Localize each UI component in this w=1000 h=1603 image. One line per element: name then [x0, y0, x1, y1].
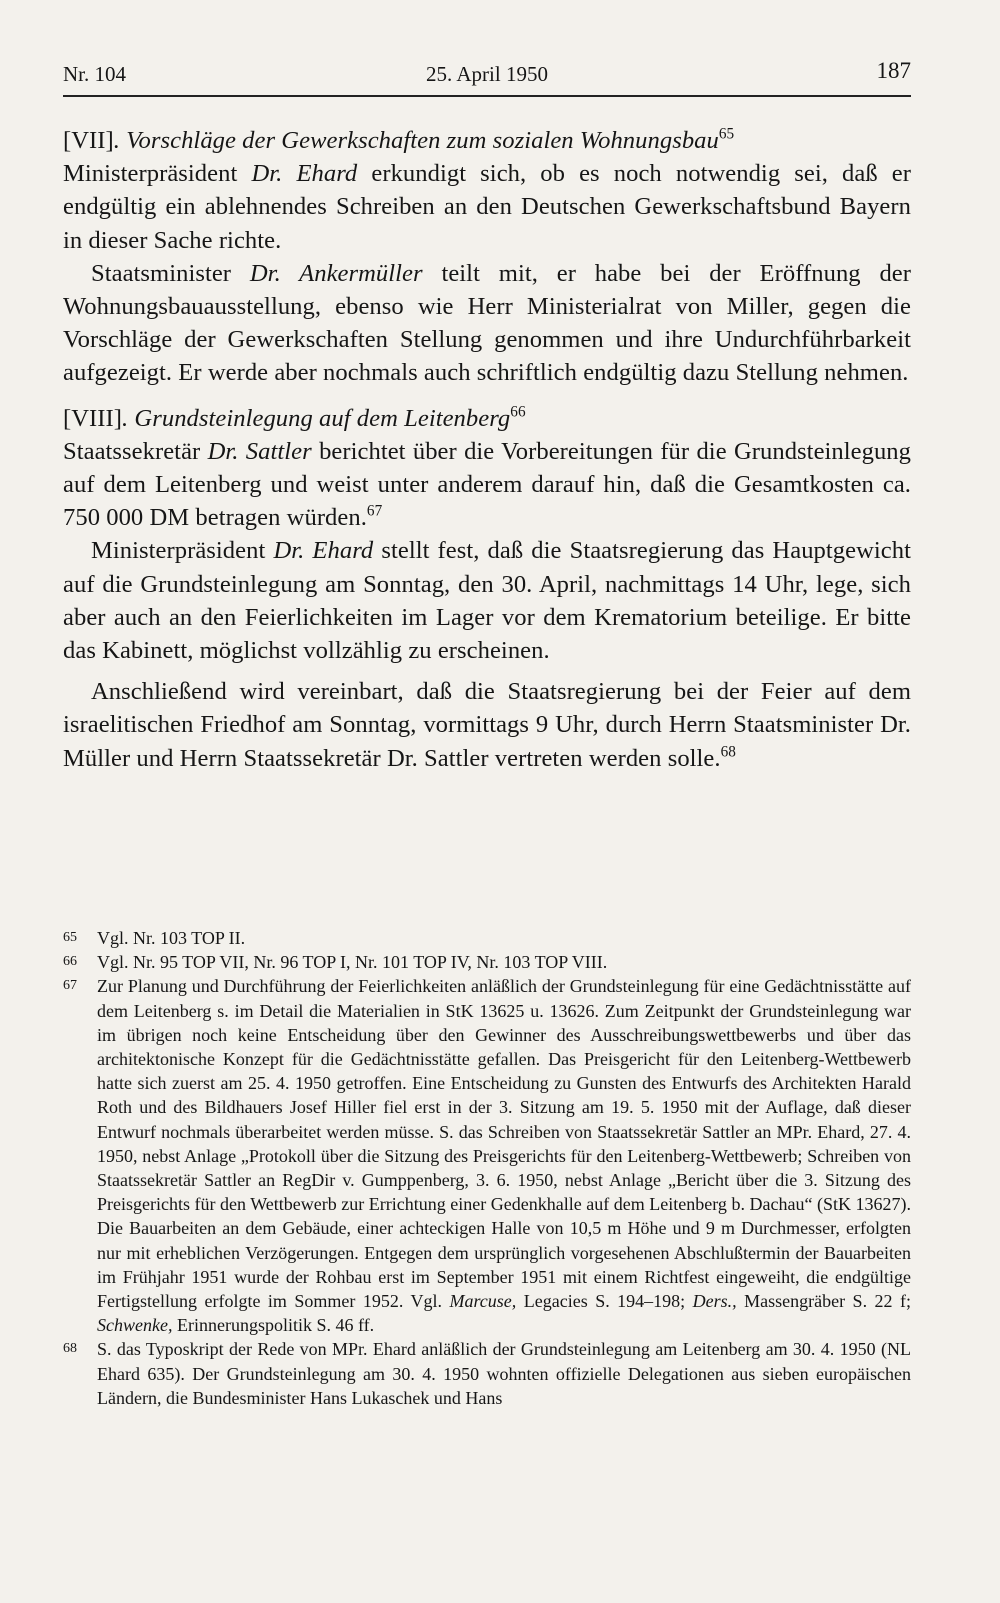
footnote-text: Legacies S. 194–198;	[516, 1291, 693, 1312]
person-name: Dr. Ankermüller	[249, 259, 423, 287]
page-number: 187	[876, 58, 911, 83]
spacer	[63, 390, 911, 402]
main-text	[63, 124, 911, 775]
footnotes	[63, 926, 911, 1410]
document-number: Nr. 104	[63, 62, 126, 86]
footnote-text: Erinnerungspolitik S. 46 ff.	[172, 1315, 375, 1336]
section-number: [VIII]	[63, 404, 123, 432]
header-rule	[63, 95, 911, 97]
paragraph	[63, 157, 911, 257]
section-number: [VII]	[63, 127, 114, 154]
paragraph-text: berichtet über die Vorbereitungen für die Grundsteinlegung auf dem Leitenberg und weist unter anderem darauf hin, daß die Gesamtkosten ca. 750 000 DM betragen würden.	[63, 437, 911, 532]
paragraph	[63, 534, 911, 667]
paragraph	[63, 675, 911, 775]
footnote-67	[63, 974, 911, 1337]
footnote-ref: 65	[718, 125, 735, 143]
paragraph-text: erkundigt sich, ob es noch notwendig sei, daß er endgültig ein ablehnendes Schreiben an den Deutschen Gewerkschaftsbund Bayern in dieser Sache richte.	[63, 160, 911, 254]
footnote-number: 67	[63, 978, 77, 994]
spacer	[63, 667, 911, 675]
section-heading-vii: [VII]. Vorschläge der Gewerkschaften zum sozialen Wohnungsbau$^{65}$	[63, 125, 735, 154]
footnote-text: Massengräber S. 22 f;	[736, 1291, 912, 1312]
header-date: 25. April 1950	[426, 62, 548, 86]
footnote-text: Vgl. Nr. 103 TOP II.	[97, 928, 246, 948]
page-header	[63, 58, 911, 92]
footnote-ref: 66	[510, 403, 526, 421]
paragraph-text: stellt fest, daß die Staatsregierung das Hauptgewicht auf die Grundsteinlegung am Sonntag, den 30. April, nachmittags 14 Uhr, lege, sich aber auch an den Feierlichkeiten im Lager vor dem Krematorium beteilige. Er bitte das Kabinett, möglichst vollzählig zu erscheinen.	[63, 537, 911, 665]
paragraph-text: teilt mit, er habe bei der Eröffnung der Wohnungsbauausstellung, ebenso wie Herr Ministerialrat von Miller, gegen die Vorschläge der Gewerkschaften Stellung genommen und ihre Undurchführbarkeit aufgezeigt. Er werde aber nochmals auch schriftlich endgültig dazu Stellung nehmen.	[63, 259, 912, 387]
footnote-number: 65	[63, 930, 77, 945]
paragraph	[63, 257, 911, 390]
paragraph-text: Staatsminister	[91, 259, 250, 287]
section-title: Grundsteinlegung auf dem Leitenberg	[134, 404, 511, 432]
person-name: Dr. Ehard	[251, 160, 358, 188]
section-title: Vorschläge der Gewerkschaften zum sozialen Wohnungsbau	[126, 127, 719, 154]
footnote-text: S. das Typoskript der Rede von MPr. Ehard anläßlich der Grundsteinlegung am Leitenberg am 30. 4. 1950 (NL Ehard 635). Der Grundsteinlegung am 30. 4. 1950 wohnten offizielle Delegationen aus sieben europäischen Ländern, die Bundesminister Hans Lukaschek und Hans	[97, 1339, 911, 1408]
paragraph	[63, 435, 911, 535]
person-name: Dr. Ehard	[273, 537, 374, 565]
section-heading-viii: [VIII]. Grundsteinlegung auf dem Leitenberg$^{66}$	[63, 403, 526, 432]
paragraph-text: Staatssekretär	[63, 437, 208, 465]
author-name: Ders.,	[692, 1291, 737, 1312]
footnote-number: 68	[63, 1341, 77, 1357]
paragraph-text: Ministerpräsident	[63, 160, 252, 188]
footnote-65	[63, 926, 911, 950]
footnote-number: 66	[63, 954, 77, 970]
paragraph-text: Ministerpräsident	[91, 537, 274, 565]
author-name: Marcuse,	[449, 1291, 517, 1312]
footnote-66	[63, 950, 911, 974]
author-name: Schwenke,	[97, 1315, 173, 1336]
footnote-text: Vgl. Nr. 95 TOP VII, Nr. 96 TOP I, Nr. 101 TOP IV, Nr. 103 TOP VIII.	[97, 952, 608, 973]
footnote-text: Zur Planung und Durchführung der Feierlichkeiten anläßlich der Grundsteinlegung für eine Gedächtnisstätte auf dem Leitenberg s. im Detail die Materialien in StK 13625 u. 13626. Zum Zeitpunkt der Grundsteinlegung war im übrigen noch keine Entscheidung über den Gewinner des Ausschreibungswettbewerbs und über das architektonische Konzept für die Gedächtnisstätte gefallen. Das Preisgericht für den Leitenberg-Wettbewerb hatte sich zuerst am 25. 4. 1950 getroffen. Eine Entscheidung zu Gunsten des Entwurfs des Architekten Harald Roth und des Bildhauers Josef Hiller fiel erst in der 3. Sitzung am 19. 5. 1950 mit der Auflage, daß dieser Entwurf nochmals überarbeitet werden müsse. S. das Schreiben von Staatssekretär Sattler an MPr. Ehard, 27. 4. 1950, nebst Anlage „Protokoll über die Sitzung des Preisgerichts für den Leitenberg-Wettbewerb; Schreiben von Staatssekretär Sattler an RegDir v. Gumppenberg, 3. 6. 1950, nebst Anlage „Bericht über die 3. Sitzung des Preisgerichts für den Wettbewerb zur Errichtung einer Gedenkhalle auf dem Leitenberg b. Dachau“ (StK 13627). Die Bauarbeiten an dem Gebäude, einer achteckigen Halle von 10,5 m Höhe und 9 m Durchmesser, erfolgten nur mit erheblichen Verzögerungen. Entgegen dem ursprünglich vorgesehenen Abschlußtermin der Bauarbeiten im Frühjahr 1951 wurde der Rohbau erst im September 1951 mit einem Richtfest eingeweiht, die endgültige Fertigstellung erfolgte im Sommer 1952. Vgl.	[97, 976, 911, 1312]
footnote-68	[63, 1337, 911, 1410]
footnote-ref: 67	[366, 502, 383, 520]
paragraph-text: Anschließend wird vereinbart, daß die Staatsregierung bei der Feier auf dem israelitischen Friedhof am Sonntag, vormittags 9 Uhr, durch Herrn Staatsminister Dr. Müller und Herrn Staatssekretär Dr. Sattler vertreten werden solle.	[63, 678, 911, 772]
footnote-ref: 68	[720, 743, 736, 761]
person-name: Dr. Sattler	[207, 437, 312, 465]
